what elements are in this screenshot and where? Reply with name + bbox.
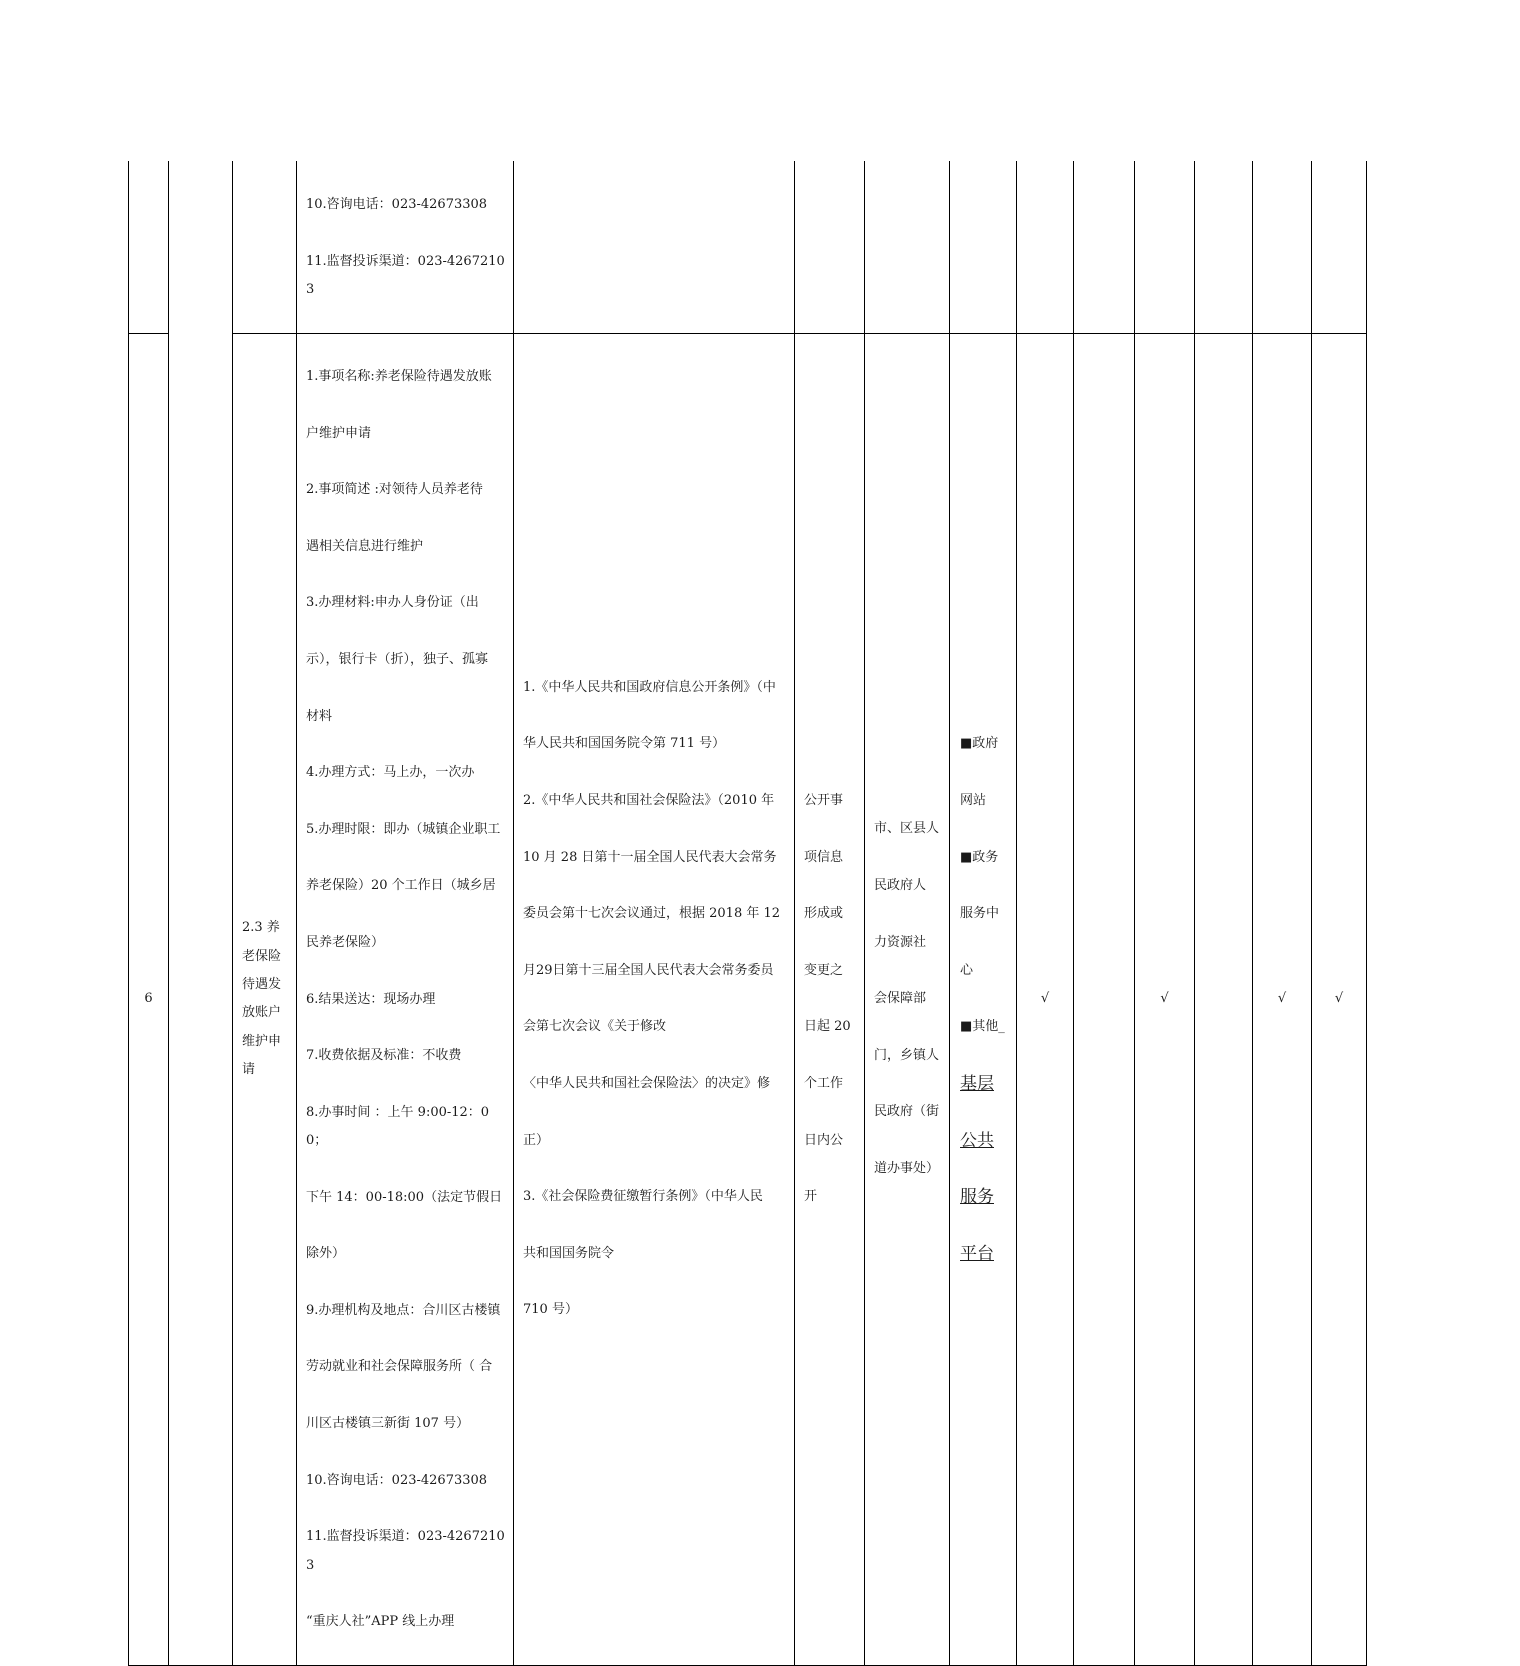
channel-line: ■其他_	[960, 1019, 1005, 1035]
content-line: 1.事项名称:养老保险待遇发放账	[306, 369, 492, 385]
timing-cell	[795, 333, 865, 1665]
content-line: 下午 14：00-18:00（法定节假日	[306, 1189, 503, 1205]
item-cell-continued	[233, 161, 297, 333]
channel-other-line: 公共	[960, 1130, 994, 1151]
content-line: 养老保险）20 个工作日（城乡居	[306, 878, 496, 894]
check-cell: √	[1135, 333, 1195, 1665]
content-line: 除外）	[306, 1246, 346, 1262]
content-line: 遇相关信息进行维护	[306, 538, 424, 554]
basis-line: 3.《社会保险费征缴暂行条例》（中华人民	[523, 1189, 763, 1205]
channel-cell-continued	[950, 161, 1017, 333]
subject-line: 力资源社	[874, 934, 927, 950]
content-line: 9.办理机构及地点：合川区古楼镇	[306, 1302, 501, 1318]
subject-cell-continued	[865, 161, 950, 333]
content-line: 10.咨询电话：023-42673308	[306, 197, 488, 213]
subject-line: 门，乡镇人	[874, 1047, 940, 1063]
timing-line: 日内公	[804, 1132, 844, 1148]
subject-line: 道办事处）	[874, 1160, 940, 1176]
basis-line: 共和国国务院令	[523, 1245, 615, 1261]
channel-line: 服务中	[960, 906, 1000, 922]
content-line: 川区古楼镇三新街 107 号）	[306, 1416, 470, 1432]
check-cell: √	[1017, 333, 1074, 1665]
basis-line: 1.《中华人民共和国政府信息公开条例》（中	[523, 679, 776, 695]
row-number: 6	[129, 333, 169, 1665]
content-line: 6.结果送达：现场办理	[306, 991, 436, 1007]
channel-line: ■政府	[960, 736, 999, 752]
content-line: 5.办理时限：即办（城镇企业职工	[306, 821, 501, 837]
basis-line: 委员会第十七次会议通过，根据 2018 年 12	[523, 906, 781, 922]
timing-line: 日起 20	[804, 1019, 851, 1035]
basis-cell	[514, 333, 795, 1665]
content-line: 材料	[306, 708, 333, 724]
channel-other-line: 平台	[960, 1243, 994, 1264]
subject-line: 民政府人	[874, 877, 927, 893]
content-line: “重庆人社”APP 线上办理	[306, 1614, 455, 1630]
content-cell	[297, 333, 514, 1665]
content-line: 户维护申请	[306, 425, 372, 441]
check-cell-continued	[1017, 161, 1074, 333]
content-line: 10.咨询电话：023-42673308	[306, 1472, 488, 1488]
content-line: 民养老保险）	[306, 935, 385, 951]
content-line: 11.监督投诉渠道：023-42672103	[306, 1529, 505, 1573]
timing-line: 个工作	[804, 1076, 844, 1091]
item-name-cell	[233, 333, 297, 1665]
basis-cell-continued	[514, 161, 795, 333]
item-line: 维护申	[242, 1033, 282, 1049]
table-row	[129, 333, 1367, 1665]
category-cell	[169, 333, 233, 1665]
content-line: 8.办事时间 ：上午 9:00-12：00；	[306, 1104, 490, 1149]
timing-line: 公开事	[804, 793, 844, 809]
content-line: 劳动就业和社会保障服务所（ 合	[306, 1359, 493, 1375]
check-cell-continued	[1312, 161, 1367, 333]
channel-line: 网站	[960, 793, 987, 809]
check-cell-continued	[1135, 161, 1195, 333]
subject-cell	[865, 333, 950, 1665]
item-line: 老保险	[242, 948, 282, 964]
content-line: 示），银行卡（折），独子、孤寡	[306, 652, 489, 668]
subject-line: 市、区县人	[874, 821, 940, 837]
check-cell	[1074, 333, 1135, 1665]
check-cell-continued	[1195, 161, 1253, 333]
check-cell	[1195, 333, 1253, 1665]
table-row-continued	[129, 161, 1367, 333]
basis-line: 会第七次会议《关于修改	[523, 1019, 667, 1035]
content-line: 4.办理方式：马上办，一次办	[306, 765, 475, 781]
subject-line: 会保障部	[874, 991, 927, 1007]
content-line: 3.办理材料:申办人身份证（出	[306, 595, 479, 611]
item-line: 2.3 养	[242, 920, 280, 936]
content-line: 2.事项简述 :对领待人员养老待	[306, 482, 483, 498]
timing-line: 变更之	[804, 962, 844, 978]
timing-line: 形成或	[804, 906, 844, 922]
check-cell: √	[1312, 333, 1367, 1665]
check-cell: √	[1253, 333, 1312, 1665]
content-cell-continued	[297, 161, 514, 333]
check-cell-continued	[1253, 161, 1312, 333]
disclosure-table	[128, 161, 1367, 1666]
channel-line: 心	[960, 962, 974, 978]
number-cell-continued	[129, 161, 169, 333]
channel-cell	[950, 333, 1017, 1665]
basis-line: 2.《中华人民共和国社会保险法》（2010 年	[523, 793, 775, 809]
category-cell-continued	[169, 161, 233, 333]
basis-line: 10 月 28 日第十一届全国人民代表大会常务	[523, 849, 777, 865]
basis-line: 〈中华人民共和国社会保险法〉的决定》修	[523, 1076, 771, 1091]
channel-other-line: 基层	[960, 1074, 994, 1094]
check-cell-continued	[1074, 161, 1135, 333]
basis-line: 月29日第十三届全国人民代表大会常务委员	[523, 962, 774, 978]
content-line: 7.收费依据及标准：不收费	[306, 1048, 462, 1064]
timing-line: 开	[804, 1189, 818, 1205]
item-line: 请	[242, 1061, 256, 1077]
item-line: 待遇发	[242, 976, 282, 992]
subject-line: 民政府（街	[874, 1104, 940, 1120]
basis-line: 710 号）	[523, 1302, 578, 1318]
item-line: 放账户	[242, 1005, 282, 1021]
content-line: 11.监督投诉渠道：023-42672103	[306, 253, 505, 298]
channel-other-line: 服务	[960, 1187, 994, 1208]
timing-cell-continued	[795, 161, 865, 333]
basis-line: 正）	[523, 1132, 550, 1148]
basis-line: 华人民共和国国务院令第 711 号）	[523, 736, 726, 752]
timing-line: 项信息	[804, 849, 844, 865]
channel-line: ■政务	[960, 849, 999, 865]
